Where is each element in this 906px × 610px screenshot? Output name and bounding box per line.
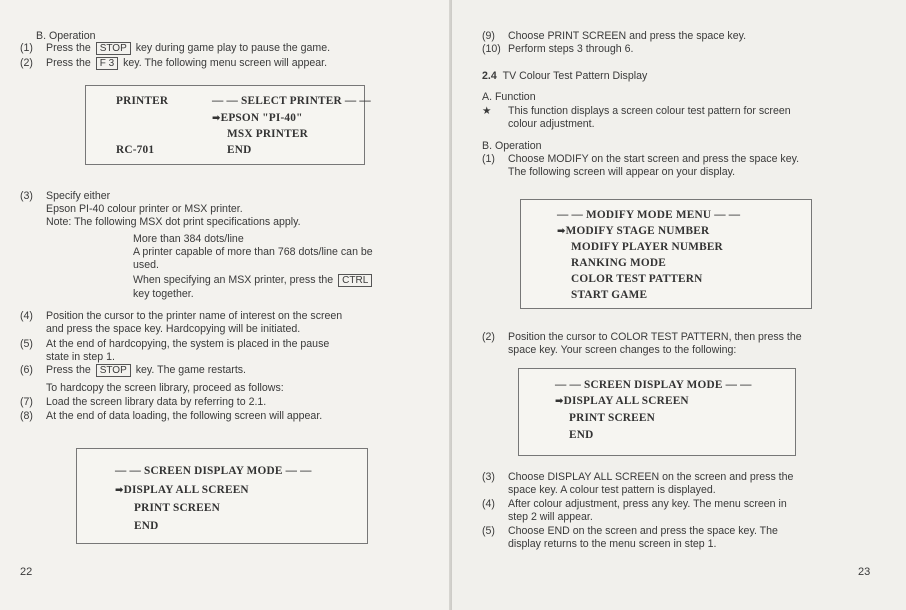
screen-display-menu <box>518 368 796 456</box>
stop-key: STOP <box>96 42 131 55</box>
function-heading: A. Function <box>482 91 536 103</box>
step-4-line: and press the space key. Hardcopying will be initiated. <box>46 323 301 335</box>
arrow-right-icon: ➡ <box>557 226 566 237</box>
op-step-3-line: space key. A colour test pattern is displayed. <box>508 484 716 496</box>
page-number: 23 <box>858 566 871 578</box>
step-1: (1) Press the STOP key during game play to pause the game. <box>20 42 331 54</box>
library-note: To hardcopy the screen library, proceed as follows: <box>46 382 284 394</box>
op-step-1-line: The following screen will appear on your display. <box>508 166 736 178</box>
step-3: (3) Specify either <box>20 190 111 202</box>
page-number: 22 <box>20 566 33 578</box>
menu-option-end: END <box>134 520 159 532</box>
screen-display-menu <box>76 448 368 544</box>
modify-mode-menu <box>520 199 812 309</box>
select-printer-menu <box>85 85 371 165</box>
menu-option-display-all: ➡DISPLAY ALL SCREEN <box>555 395 689 407</box>
op-step-2-line: space key. Your screen changes to the following: <box>508 344 737 356</box>
arrow-right-icon: ➡ <box>555 396 564 407</box>
op-step-1: (1) Choose MODIFY on the start screen and press the space key. <box>482 153 800 165</box>
step-2: (2) Press the F 3 key. The following menu screen will appear. <box>20 57 328 69</box>
op-step-5: (5) Choose END on the screen and press the space key. The <box>482 525 778 537</box>
rc-701-label: RC-701 <box>116 144 155 156</box>
step-5: (5) At the end of hardcopying, the system is placed in the pause <box>20 338 330 350</box>
printer-label: PRINTER <box>116 95 169 107</box>
step-3-note: Note: The following MSX dot print specifications apply. <box>46 216 301 228</box>
star-icon: ★ <box>482 105 492 117</box>
step-3-line: Epson PI-40 colour printer or MSX printer. <box>46 203 243 215</box>
menu-option-end: END <box>569 429 594 441</box>
menu-option-color-test: COLOR TEST PATTERN <box>571 273 703 285</box>
menu-option-print-screen: PRINT SCREEN <box>134 502 220 514</box>
menu-option-modify-player: MODIFY PLAYER NUMBER <box>571 241 723 253</box>
menu-option-print-screen: PRINT SCREEN <box>569 412 655 424</box>
step-6: (6) Press the STOP key. The game restarts. <box>20 364 247 376</box>
arrow-right-icon: ➡ <box>212 113 221 124</box>
stop-key: STOP <box>96 364 131 377</box>
menu-option-msx-printer: MSX PRINTER <box>227 128 308 140</box>
screen-display-title: — — SCREEN DISPLAY MODE — — <box>555 379 752 391</box>
modify-menu-title: — — MODIFY MODE MENU — — <box>557 209 741 221</box>
operation-heading: B. Operation <box>36 30 96 42</box>
op-step-5-line: display returns to the menu screen in step 1. <box>508 538 717 550</box>
spec-item: key together. <box>133 288 194 300</box>
menu-option-end: END <box>227 144 252 156</box>
op-step-4-line: step 2 will appear. <box>508 511 593 523</box>
right-page <box>452 0 906 610</box>
menu-option-ranking: RANKING MODE <box>571 257 666 269</box>
f3-key: F 3 <box>96 57 118 70</box>
step-4: (4) Position the cursor to the printer name of interest on the screen <box>20 310 343 322</box>
left-page <box>0 0 452 610</box>
step-7: (7) Load the screen library data by referring to 2.1. <box>20 396 267 408</box>
step-5-line: state in step 1. <box>46 351 115 363</box>
op-step-4: (4) After colour adjustment, press any key. The menu screen in <box>482 498 787 510</box>
function-description: ★ This function displays a screen colour test pattern for screen <box>482 105 791 117</box>
spec-item: When specifying an MSX printer, press the CTRL <box>133 274 374 287</box>
menu-option-modify-stage: ➡MODIFY STAGE NUMBER <box>557 225 710 237</box>
op-step-3: (3) Choose DISPLAY ALL SCREEN on the screen and press the <box>482 471 794 483</box>
ctrl-key: CTRL <box>338 274 372 287</box>
function-description-line: colour adjustment. <box>508 118 595 130</box>
operation-heading: B. Operation <box>482 140 542 152</box>
menu-option-epson: ➡EPSON "PI-40" <box>212 112 303 124</box>
screen-display-title: — — SCREEN DISPLAY MODE — — <box>115 465 312 477</box>
spec-item: A printer capable of more than 768 dots/line can be <box>133 246 373 258</box>
menu-option-start-game: START GAME <box>571 289 648 301</box>
section-heading: 2.4 TV Colour Test Pattern Display <box>482 70 648 82</box>
step-9: (9) Choose PRINT SCREEN and press the space key. <box>482 30 747 42</box>
select-printer-title: — — SELECT PRINTER — — <box>212 95 371 107</box>
op-step-2: (2) Position the cursor to COLOR TEST PATTERN, then press the <box>482 331 802 343</box>
arrow-right-icon: ➡ <box>115 485 124 496</box>
spec-item: More than 384 dots/line <box>133 233 244 245</box>
menu-option-display-all: ➡DISPLAY ALL SCREEN <box>115 484 249 496</box>
spec-item: used. <box>133 259 159 271</box>
step-8: (8) At the end of data loading, the following screen will appear. <box>20 410 323 422</box>
step-10: (10) Perform steps 3 through 6. <box>482 43 634 55</box>
